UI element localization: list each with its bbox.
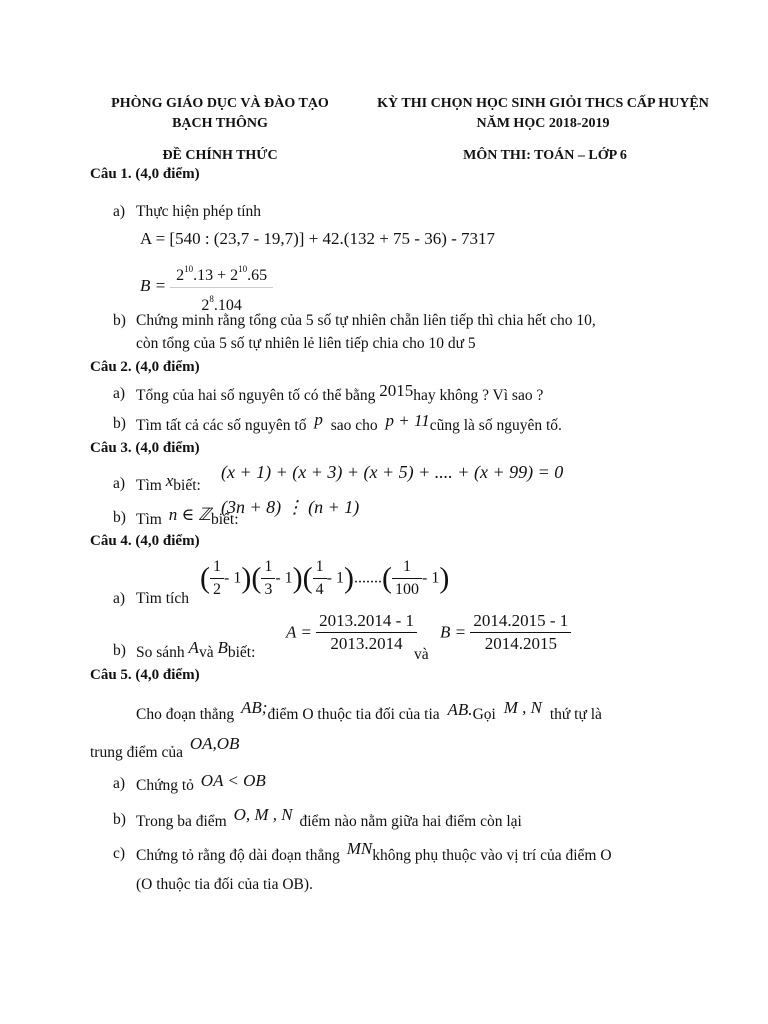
q5-intro-line2 <box>90 734 240 762</box>
q3-b-math1: n ∈ ℤ <box>168 505 211 524</box>
q5-b-marker: b) <box>113 811 126 828</box>
q5-a-math: OA < OB <box>200 771 266 790</box>
q2-b-marker: b) <box>113 415 126 432</box>
q5-intro-line1 <box>136 698 602 724</box>
q3-b-formula: (3n + 8) ⋮ (n + 1) <box>221 497 360 517</box>
header-left <box>95 94 345 134</box>
official-label: ĐỀ CHÍNH THỨC <box>162 148 278 163</box>
q1-b-formula <box>140 258 273 317</box>
q1-b-numerator: $2^{10}.13 + 2^{10}.65$ <box>170 258 273 288</box>
q1-b-text-line1: Chứng minh rằng tổng của 5 số tự nhiên chẵn liên tiếp thì chia hết cho 10, <box>136 312 596 329</box>
q5-c-line <box>136 839 612 865</box>
school-year: NĂM HỌC 2018-2019 <box>476 116 610 131</box>
q4-b-A-lhs: A = <box>286 622 312 642</box>
q5-a-line <box>136 771 266 795</box>
q5-c-text1: Chứng tỏ rằng độ dài đoạn thẳng <box>136 847 340 864</box>
question-4-title: Câu 4. (4,0 điểm) <box>90 533 200 549</box>
q2-b-text2: sao cho <box>330 417 378 434</box>
q1-b-denominator: $2^8.104$ <box>201 294 242 314</box>
q4-a-fraction-3: $\frac{1}{4}$ <box>313 556 327 601</box>
question-3-title: Câu 3. (4,0 điểm) <box>90 440 200 456</box>
q4-b-text2: và <box>198 644 214 661</box>
q4-b-text1: So sánh <box>136 644 185 661</box>
q5-b-math: O, M , N <box>233 805 293 824</box>
q5-intro-math3: M , N <box>503 698 542 717</box>
q3-a-math1: x <box>165 471 174 490</box>
q5-intro-text3: Gọi <box>472 706 496 723</box>
q3-a-text2: biết: <box>173 477 201 494</box>
q4-a-fraction-1: $\frac{1}{2}$ <box>210 556 224 601</box>
department-name: PHÒNG GIÁO DỤC VÀ ĐÀO TẠO <box>111 96 329 111</box>
q5-intro-math1: AB; <box>241 698 268 717</box>
q4-b-A-formula <box>286 610 417 655</box>
q5-c-line2: (O thuộc tia đối của tia OB). <box>136 876 313 893</box>
q4-a-product: ( $\frac{1}{2}$ - 1)( $\frac{1}{3}$ - 1)( $\frac{1}{4}$ - 1).......( $\frac{1}{100}$ - 1) <box>200 556 449 601</box>
q3-a-marker: a) <box>113 475 126 492</box>
q1-b-lhs: B = <box>140 276 167 296</box>
q3-a-text1: Tìm <box>136 477 162 494</box>
question-1-title: Câu 1. (4,0 điểm) <box>90 166 200 182</box>
q4-a-fraction-4: $\frac{1}{100}$ <box>392 556 422 601</box>
q2-b-math1: p <box>314 410 323 429</box>
q1-b-fraction <box>170 258 273 317</box>
q4-b-and: và <box>414 646 429 663</box>
q5-a-marker: a) <box>113 775 126 792</box>
q1-a-text: Thực hiện phép tính <box>136 203 262 220</box>
q5-b-line <box>136 805 522 831</box>
question-2-title: Câu 2. (4,0 điểm) <box>90 359 200 375</box>
q4-b-marker: b) <box>113 642 126 659</box>
q3-b-text2: biết: <box>210 511 239 528</box>
q5-intro-math2: AB. <box>447 700 473 719</box>
q1-a-formula: A = [540 : (23,7 - 19,7)] + 42.(132 + 75 - 36) - 7317 <box>140 229 496 248</box>
q5-intro-text4: thứ tự là <box>549 706 602 723</box>
q4-b-A-fraction: $\frac{2013.2014 - 1}{2013.2014}$ <box>316 610 417 655</box>
q2-a-marker: a) <box>113 385 126 402</box>
q4-b-math-B: B <box>217 638 228 657</box>
q4-b-B-fraction: $\frac{2014.2015 - 1}{2014.2015}$ <box>470 610 571 655</box>
q5-b-text2: điểm nào nằm giữa hai điểm còn lại <box>299 813 522 830</box>
subject-label: MÔN THI: TOÁN – LỚP 6 <box>463 148 627 163</box>
q5-intro-line2-math: OA,OB <box>189 734 240 753</box>
q5-c-math: MN <box>346 839 373 858</box>
q3-b-text1: Tìm <box>136 511 162 528</box>
header-right <box>362 94 724 134</box>
q4-b-math-A: A <box>188 638 199 657</box>
q2-b-text3: cũng là số nguyên tố. <box>429 417 562 434</box>
q4-b-line <box>136 638 256 662</box>
q2-b-text1: Tìm tất cả các số nguyên tố <box>136 417 307 434</box>
q1-a-marker: a) <box>113 203 126 220</box>
q1-b-marker: b) <box>113 312 126 329</box>
q3-b-marker: b) <box>113 509 126 526</box>
q5-intro-text1: Cho đoạn thẳng <box>136 706 235 723</box>
exam-title: KỲ THI CHỌN HỌC SINH GIỎI THCS CẤP HUYỆN <box>377 96 709 111</box>
q4-a-marker: a) <box>113 590 126 607</box>
q4-b-B-lhs: B = <box>440 622 467 642</box>
q5-c-text2: không phụ thuộc vào vị trí của điểm O <box>372 847 612 864</box>
q2-b-line <box>136 410 562 435</box>
q2-a-text2: hay không ? Vì sao ? <box>413 387 544 404</box>
q5-a-text: Chứng tỏ <box>136 777 194 794</box>
q4-b-text3: biết: <box>227 644 256 661</box>
q4-b-B-formula <box>440 610 571 655</box>
q2-a-text1: Tổng của hai số nguyên tố có thể bằng <box>136 387 376 404</box>
q4-a-fraction-2: $\frac{1}{3}$ <box>261 556 275 601</box>
q1-b-text-line2: còn tổng của 5 số tự nhiên lẻ liên tiếp chia cho 10 dư 5 <box>136 335 476 352</box>
q5-intro-line2-text: trung điểm của <box>90 744 183 761</box>
q3-a-formula: (x + 1) + (x + 3) + (x + 5) + .... + (x + 99) = 0 <box>221 462 564 482</box>
q5-intro-text2: điểm O thuộc tia đối của tia <box>267 706 440 723</box>
question-5-title: Câu 5. (4,0 điểm) <box>90 667 200 683</box>
q4-a-text: Tìm tích <box>136 590 189 607</box>
q3-a-line <box>136 471 201 495</box>
district-name: BẠCH THÔNG <box>172 116 268 131</box>
q2-b-math2: p + 11 <box>385 411 430 430</box>
q2-a-line <box>136 381 544 405</box>
q5-b-text1: Trong ba điểm <box>136 813 227 830</box>
q2-a-math: 2015 <box>379 381 414 400</box>
q5-c-marker: c) <box>113 845 126 862</box>
